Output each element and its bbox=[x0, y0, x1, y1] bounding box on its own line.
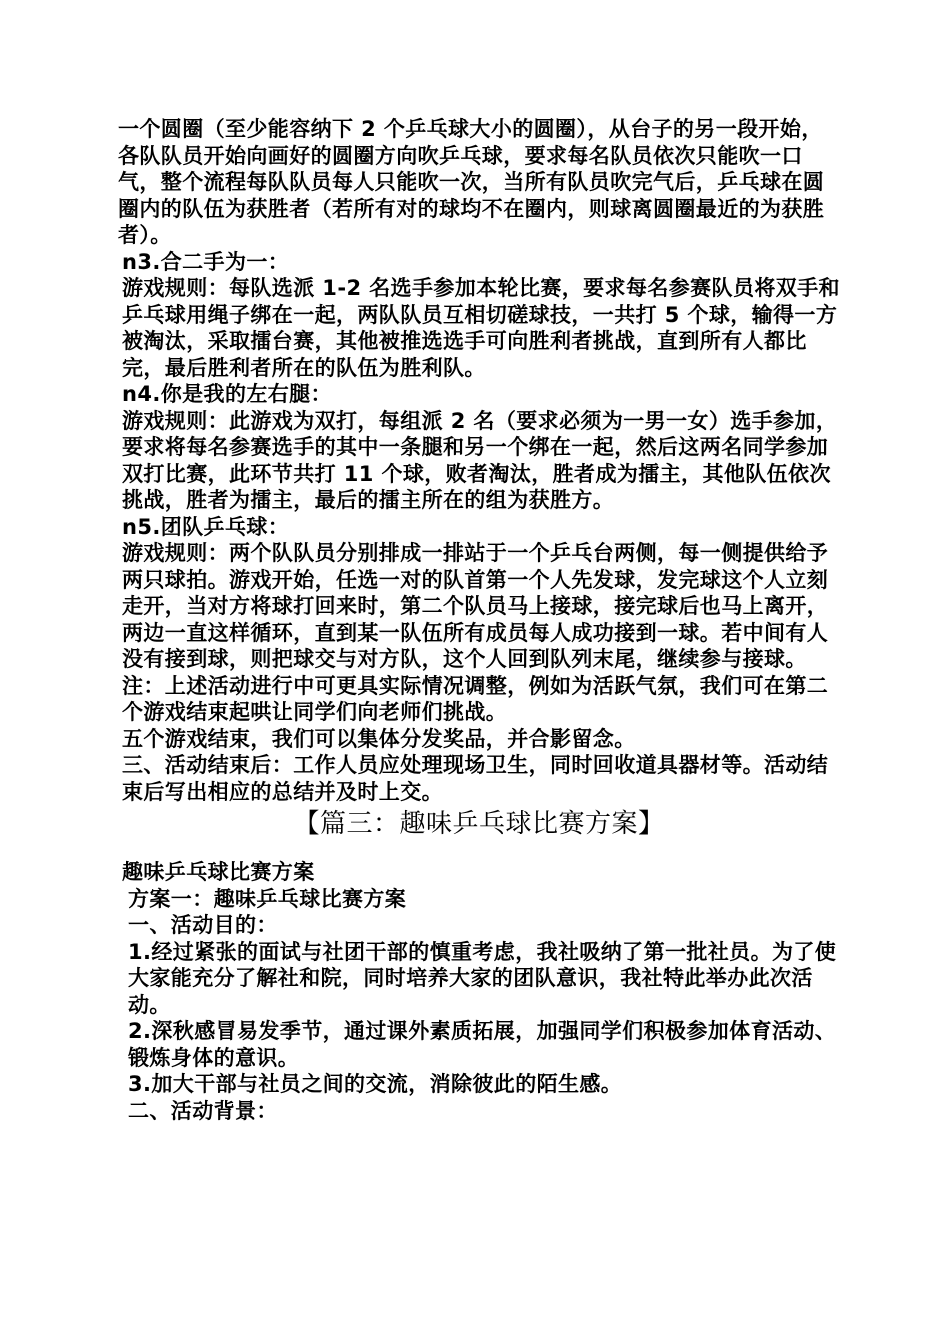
document-body bbox=[118, 116, 840, 1124]
after-activity-paragraph: 三、活动结束后：工作人员应处理现场卫生，同时回收道具器材等。活动结束后写出相应的总结并及时上交。 bbox=[122, 753, 829, 804]
background-heading: 二、活动背景： bbox=[128, 1098, 278, 1123]
paragraph-blow-game-rules: 一个圆圈（至少能容纳下 2 个乒乓球大小的圆圈），从台子的另一段开始，各队队员开始向画好的圆圈方向吹乒乓球，要求每名队员依次只能吹一口气，整个流程每队队员每人只能吹一次，当所有队员吹完气后，乒乓球在圆圈内的队伍为获胜者（若所有对的球均不在圈内，则球离圆圈最近的为获胜者）。 bbox=[118, 117, 825, 247]
purpose-item-3: 3.加大干部与社员之间的交流，消除彼此的陌生感。 bbox=[128, 1072, 623, 1096]
game-5-title: n5.团队乒乓球： bbox=[122, 514, 290, 539]
game-4-title: n4.你是我的左右腿： bbox=[122, 382, 332, 406]
game-3-title: n3.合二手为一： bbox=[122, 249, 290, 274]
game-4-rules: 游戏规则：此游戏为双打，每组派 2 名（要求必须为一男一女）选手参加，要求将每名参赛选手的其中一条腿和另一个绑在一起，然后这两名同学参加双打比赛，此环节共打 11 个球，败者淘汰，胜者成为擂主，其他队伍依次挑战，胜者为擂主，最后的擂主所在的组为获胜方。 bbox=[122, 408, 838, 512]
plan-one-title: 方案一：趣味乒乓球比赛方案 bbox=[128, 886, 407, 911]
purpose-heading: 一、活动目的： bbox=[128, 913, 278, 937]
purpose-item-2: 2.深秋感冒易发季节，通过课外素质拓展，加强同学们积极参加体育活动、锻炼身体的意识。 bbox=[128, 1019, 837, 1070]
game-5-rules: 游戏规则：两个队队员分别排成一排站于一个乒乓台两侧，每一侧提供给予两只球拍。游戏开始，任选一对的队首第一个人先发球，发完球这个人立刻走开，当对方将球打回来时，第二个队员马上接球，接完球后也马上离开，两边一直这样循环，直到某一队伍所有成员每人成功接到一球。若中间有人没有接到球，则把球交与对方队，这个人回到队列末尾，继续参与接球。 bbox=[122, 541, 829, 671]
game-3-rules: 游戏规则：每队选派 1-2 名选手参加本轮比赛，要求每名参赛队员将双手和乒乓球用绳子绑在一起，两队队员互相切磋球技，一共打 5 个球，输得一方被淘汰，采取擂台赛，其他被推选选手可向胜利者挑战，直到所有人都比完，最后胜利者所在的队伍为胜利队。 bbox=[122, 276, 840, 380]
note-paragraph: 注：上述活动进行中可更具实际情况调整，例如为活跃气氛，我们可在第二个游戏结束起哄让同学们向老师们挑战。 bbox=[122, 673, 829, 724]
purpose-item-1: 1.经过紧张的面试与社团干部的慎重考虑，我社吸纳了第一批社员。为了使大家能充分了解社和院，同时培养大家的团队意识，我社特此举办此次活动。 bbox=[128, 939, 837, 1017]
doc-title: 趣味乒乓球比赛方案 bbox=[122, 860, 315, 884]
awards-paragraph: 五个游戏结束，我们可以集体分发奖品，并合影留念。 bbox=[122, 726, 636, 751]
section-heading: 【篇三：趣味乒乓球比赛方案】 bbox=[293, 809, 665, 839]
